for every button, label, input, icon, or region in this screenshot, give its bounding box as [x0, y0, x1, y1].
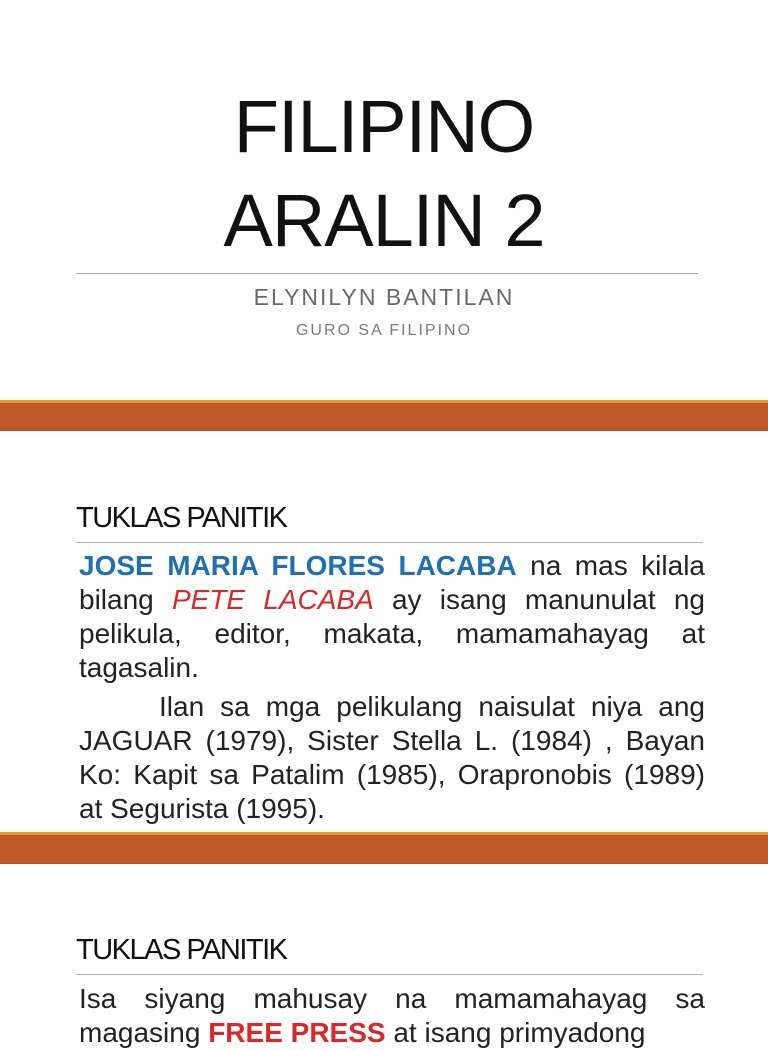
- slide2-heading-divider: [76, 542, 703, 543]
- slide2-paragraph-2: Ilan sa mga pelikulang naisulat niya ang JAGUAR (1979), Sister Stella L. (1984) , Bayan Ko: Kapit sa Patalim (1985), Orapronobis (1989) at Segurista (1995).: [79, 691, 705, 824]
- slide3-paragraph-1: [79, 982, 705, 1050]
- paragraph-text: na mas kilala bilang: [79, 550, 705, 615]
- title-divider: [76, 273, 698, 274]
- paragraph-text: Isa siyang mahusay na mamamahayag sa magasing: [79, 983, 705, 1048]
- paragraph-text: ay isang manunulat ng pelikula, editor, makata, mamamahayag at tagasalin.: [79, 584, 706, 683]
- title-line-2: ARALIN 2: [223, 179, 545, 262]
- slide-separator: [0, 400, 768, 431]
- author-role: GURO SA FILIPINO: [295, 322, 473, 339]
- title-slide: [0, 0, 768, 400]
- magazine-name: FREE PRESS: [208, 1017, 386, 1048]
- slide3-heading: TUKLAS PANITIK: [76, 934, 287, 966]
- slide2-heading: TUKLAS PANITIK: [76, 502, 287, 534]
- author-alias: PETE LACABA: [171, 584, 374, 615]
- author-fullname: JOSE MARIA FLORES LACABA: [79, 550, 517, 581]
- slide3-heading-divider: [76, 974, 703, 975]
- title-line-1: FILIPINO: [233, 85, 535, 168]
- slide-separator: [0, 832, 768, 864]
- paragraph-text: at isang primyadong: [385, 1017, 646, 1048]
- author-name: ELYNILYN BANTILAN: [253, 284, 515, 310]
- slide2-paragraph-1: [79, 549, 705, 685]
